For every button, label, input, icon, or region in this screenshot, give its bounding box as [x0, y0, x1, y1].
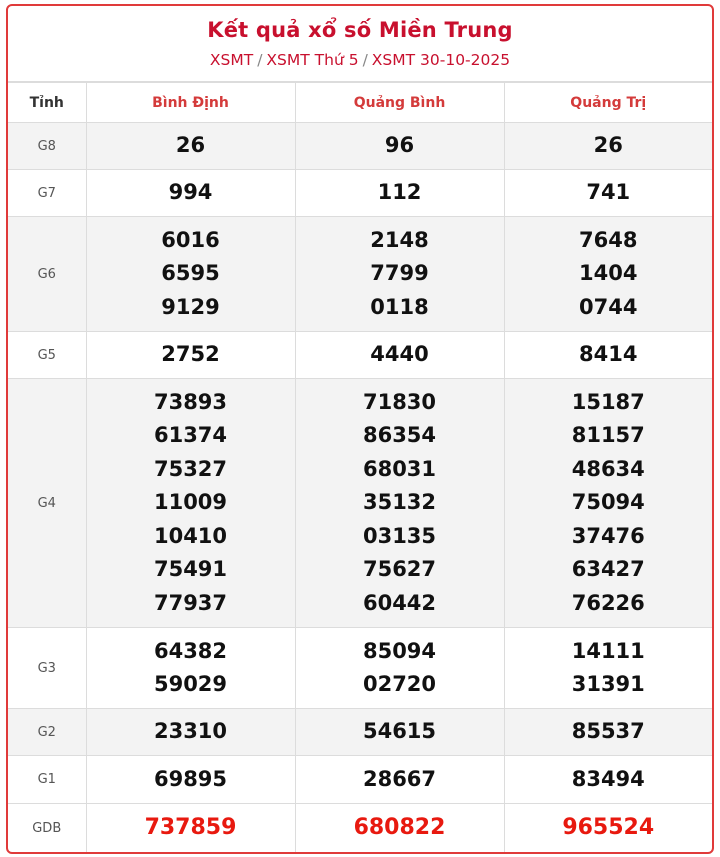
prize-label: G8 — [8, 123, 86, 170]
table-row — [8, 332, 712, 379]
result-number: 112 — [377, 180, 422, 205]
result-number: 9129 — [161, 294, 220, 319]
result-number: 83494 — [571, 766, 645, 791]
result-cell — [504, 123, 712, 170]
result-cell — [295, 628, 504, 709]
result-cell — [504, 628, 712, 709]
result-number: 994 — [168, 180, 213, 205]
result-cell — [295, 379, 504, 628]
prize-label: G3 — [8, 628, 86, 709]
result-number: 14111 — [571, 638, 645, 663]
result-number: 71830 — [362, 390, 437, 415]
result-cell — [86, 123, 295, 170]
result-number: 7648 — [579, 227, 638, 252]
result-number: 8414 — [579, 342, 638, 367]
result-number: 10410 — [153, 523, 228, 548]
result-number: 81157 — [571, 423, 645, 448]
result-number: 7799 — [370, 261, 429, 286]
result-cell — [504, 804, 712, 853]
prize-label: G7 — [8, 170, 86, 217]
result-number: 96 — [384, 133, 415, 158]
result-number: 75327 — [153, 456, 228, 481]
result-number: 75094 — [571, 490, 645, 515]
result-number: 69895 — [153, 766, 228, 791]
result-cell — [86, 332, 295, 379]
prize-label: G2 — [8, 709, 86, 756]
result-number: 6016 — [161, 227, 220, 252]
page-title: Kết quả xổ số Miền Trung — [207, 18, 513, 42]
result-number: 86354 — [362, 423, 437, 448]
result-cell — [86, 379, 295, 628]
result-cell — [86, 217, 295, 332]
result-cell — [86, 170, 295, 217]
column-header-binh-dinh[interactable]: Bình Định — [86, 83, 295, 123]
column-header-quang-binh[interactable]: Quảng Bình — [295, 83, 504, 123]
result-cell — [504, 756, 712, 804]
result-cell — [295, 217, 504, 332]
result-cell — [504, 379, 712, 628]
table-row — [8, 628, 712, 709]
breadcrumb-separator: / — [362, 51, 368, 69]
result-number: 4440 — [370, 342, 429, 367]
prize-label: G4 — [8, 379, 86, 628]
result-number: 35132 — [362, 490, 437, 515]
result-number: 15187 — [571, 390, 645, 415]
result-cell — [295, 804, 504, 853]
result-number: 0118 — [370, 294, 429, 319]
result-cell — [86, 709, 295, 756]
result-number: 60442 — [362, 590, 437, 615]
result-number: 77937 — [153, 590, 228, 615]
result-number: 11009 — [153, 490, 228, 515]
result-cell — [295, 332, 504, 379]
result-number: 2148 — [370, 227, 429, 252]
table-row — [8, 756, 712, 804]
result-number: 64382 — [153, 638, 228, 663]
result-number: 75627 — [362, 557, 437, 582]
result-number: 741 — [586, 180, 631, 205]
result-number: 75491 — [153, 557, 228, 582]
result-number: 02720 — [362, 672, 437, 696]
prize-label: G5 — [8, 332, 86, 379]
result-number: 1404 — [579, 261, 638, 286]
special-prize-number: 680822 — [353, 815, 446, 841]
result-number: 85537 — [571, 719, 645, 744]
column-header-quang-tri[interactable]: Quảng Trị — [504, 83, 712, 123]
table-row — [8, 170, 712, 217]
breadcrumb-link-date[interactable]: XSMT 30-10-2025 — [371, 51, 511, 69]
result-cell — [86, 756, 295, 804]
prize-label: GDB — [8, 804, 86, 853]
result-number: 28667 — [362, 766, 437, 791]
result-number: 03135 — [362, 523, 437, 548]
results-table — [8, 82, 712, 853]
result-number: 63427 — [571, 557, 645, 582]
result-number: 59029 — [153, 672, 228, 696]
result-number: 31391 — [571, 672, 645, 696]
prize-label: G1 — [8, 756, 86, 804]
result-cell — [504, 332, 712, 379]
result-number: 76226 — [571, 590, 645, 615]
result-number: 6595 — [161, 261, 220, 286]
table-row — [8, 379, 712, 628]
result-number: 23310 — [153, 719, 228, 744]
result-cell — [86, 628, 295, 709]
breadcrumb — [8, 51, 712, 69]
result-number: 73893 — [153, 390, 228, 415]
result-cell — [295, 756, 504, 804]
result-cell — [295, 709, 504, 756]
result-cell — [295, 170, 504, 217]
result-number: 37476 — [571, 523, 645, 548]
result-cell — [295, 123, 504, 170]
result-number: 68031 — [362, 456, 437, 481]
prize-label: G6 — [8, 217, 86, 332]
result-number: 26 — [593, 133, 623, 158]
table-row — [8, 217, 712, 332]
breadcrumb-link-weekday[interactable]: XSMT Thứ 5 — [266, 51, 359, 69]
column-header-province: Tỉnh — [8, 83, 86, 123]
results-header — [8, 6, 712, 82]
result-number: 85094 — [362, 638, 437, 663]
breadcrumb-link-xsmt[interactable]: XSMT — [209, 51, 254, 69]
special-prize-number: 737859 — [144, 815, 237, 841]
breadcrumb-separator: / — [257, 51, 263, 69]
result-number: 0744 — [579, 294, 638, 319]
table-header-row — [8, 83, 712, 123]
result-cell — [504, 709, 712, 756]
result-number: 48634 — [571, 456, 645, 481]
result-cell — [504, 170, 712, 217]
table-row — [8, 123, 712, 170]
result-number: 54615 — [362, 719, 437, 744]
results-body — [8, 123, 712, 853]
table-row — [8, 804, 712, 853]
table-row — [8, 709, 712, 756]
result-cell — [504, 217, 712, 332]
result-number: 61374 — [153, 423, 228, 448]
special-prize-number: 965524 — [562, 815, 655, 841]
result-number: 26 — [175, 133, 206, 158]
result-number: 2752 — [161, 342, 220, 367]
results-card — [6, 4, 714, 854]
result-cell — [86, 804, 295, 853]
